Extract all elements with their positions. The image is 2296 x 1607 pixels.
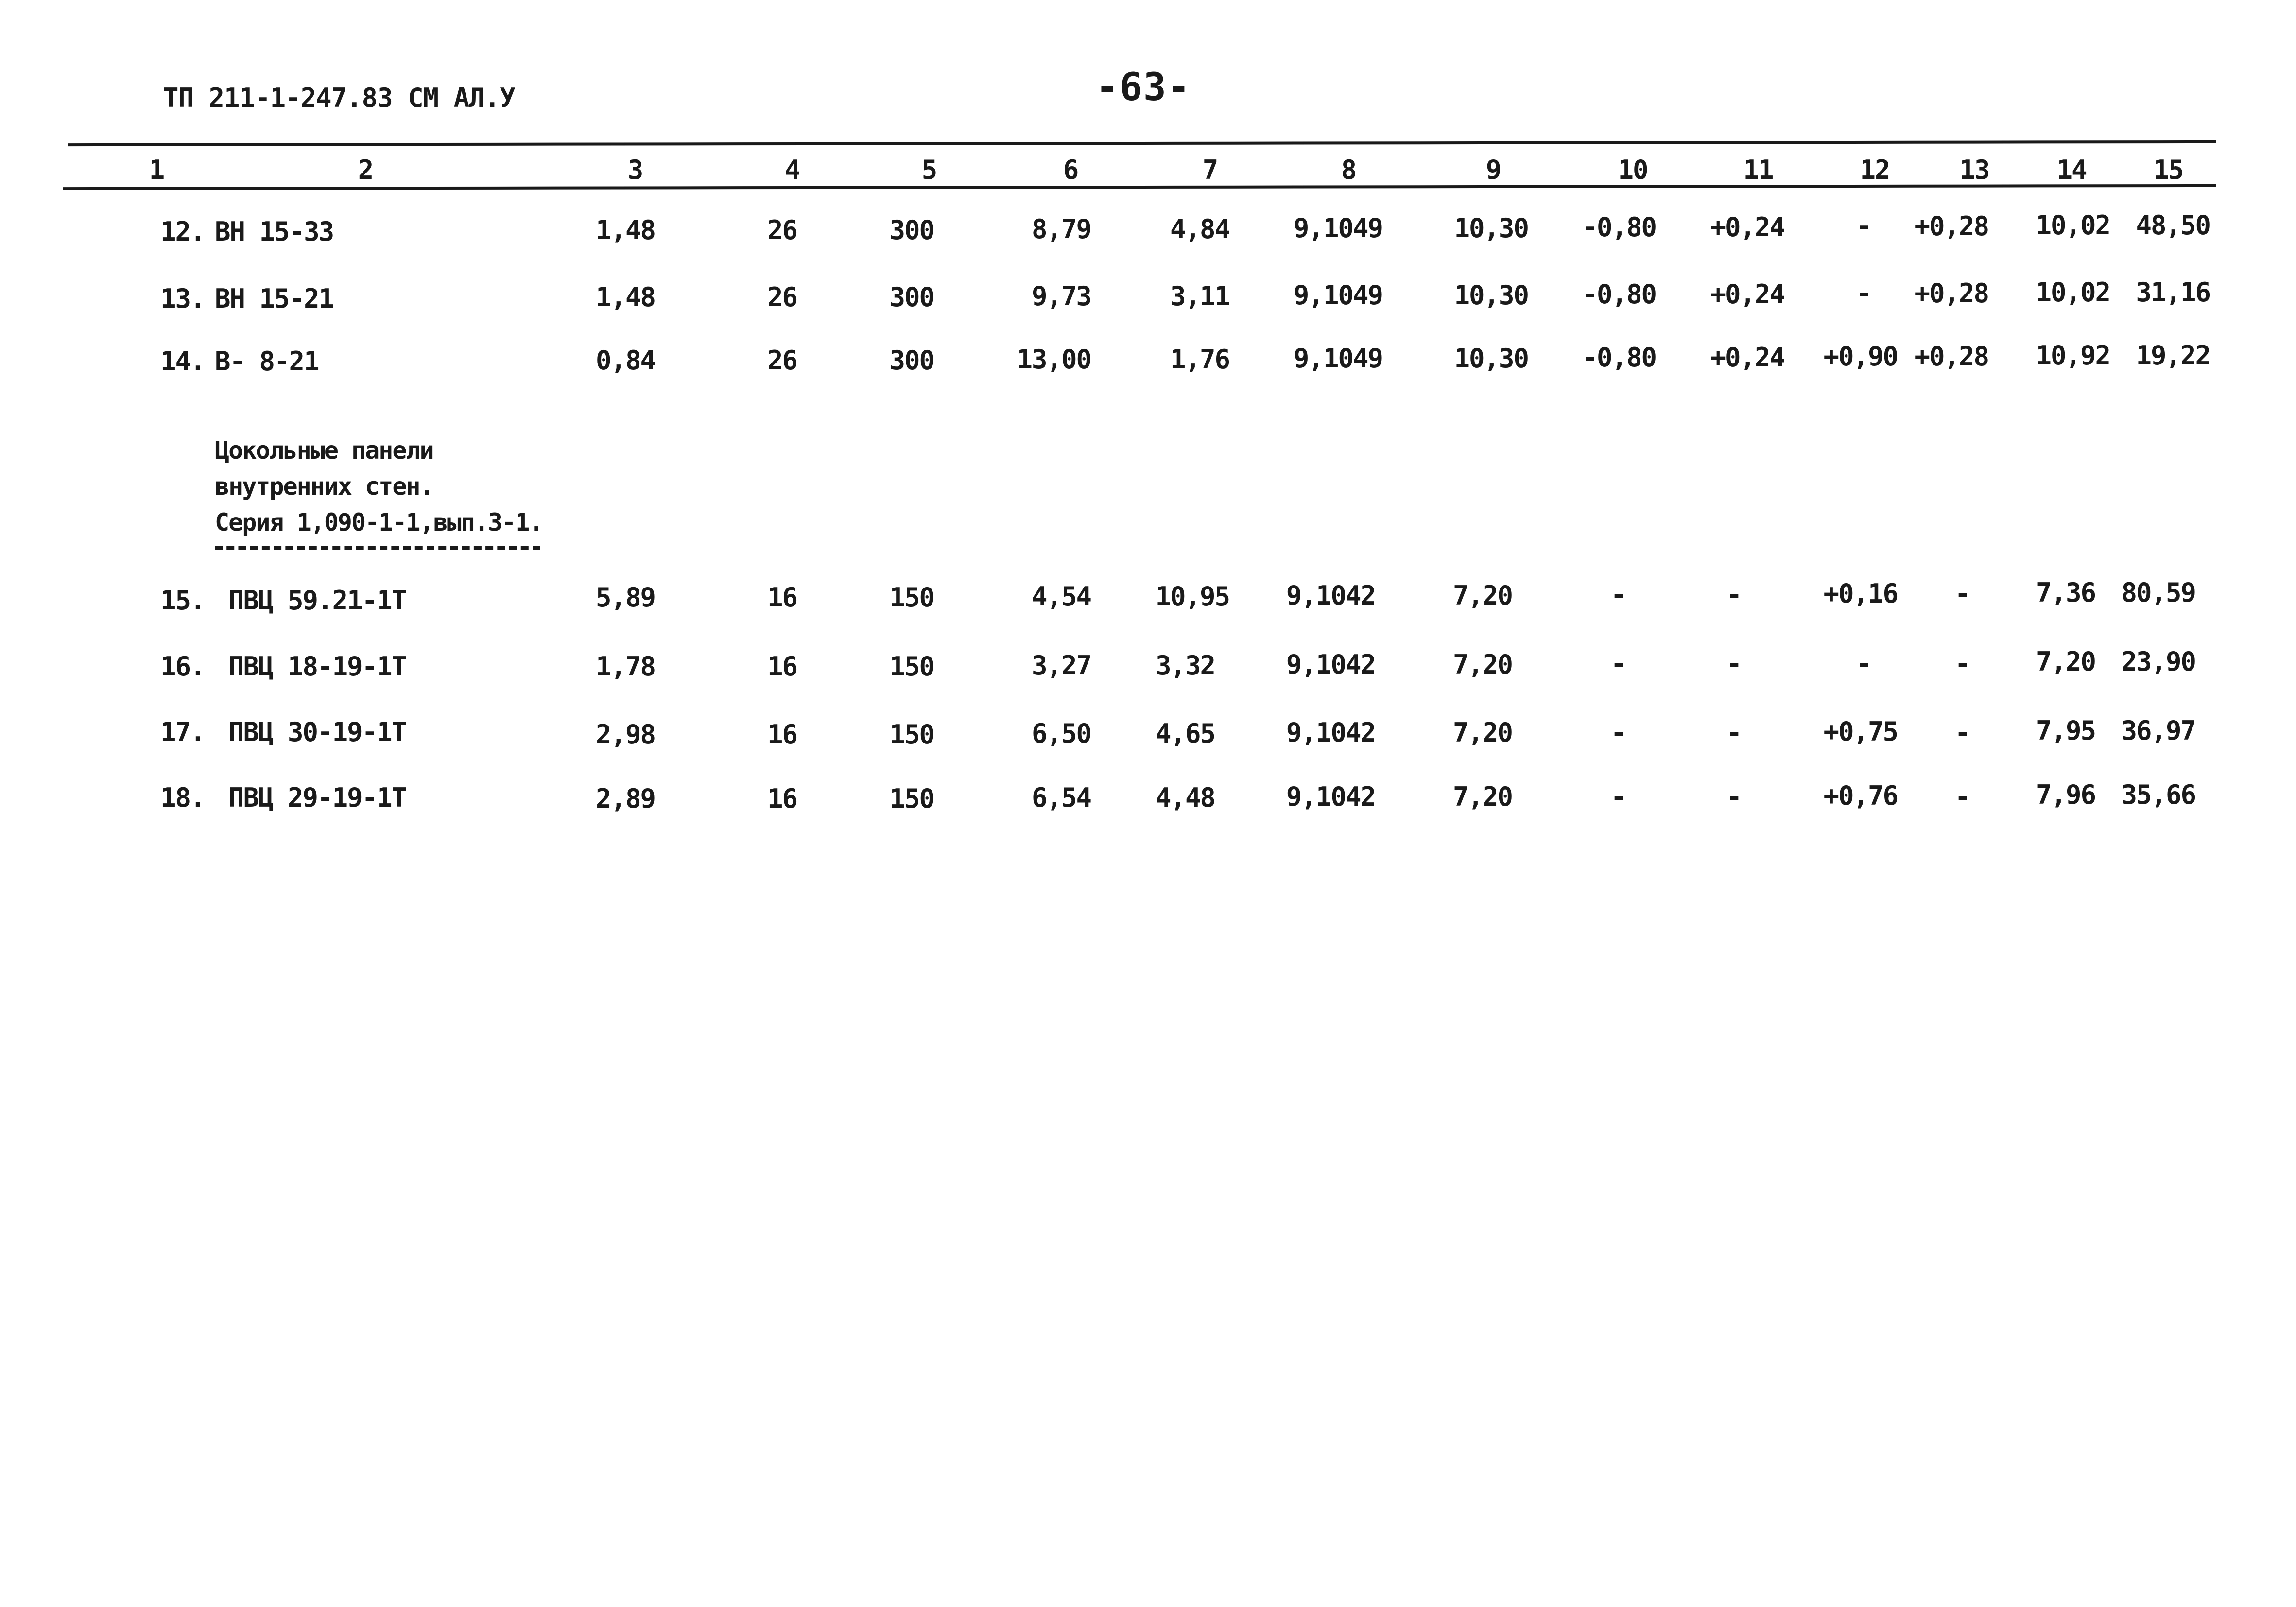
row-number: 13. bbox=[160, 283, 205, 314]
cell-col-9: 7,20 bbox=[1452, 649, 1512, 680]
row-number: 15. bbox=[160, 585, 205, 616]
cell-col-3: 5,89 bbox=[595, 582, 655, 613]
cell-col-5: 150 bbox=[889, 783, 934, 814]
cell-col-6: 8,79 bbox=[1031, 214, 1091, 244]
cell-col-12: - bbox=[1856, 278, 1871, 309]
section-heading-line-1: Цокольные панели bbox=[215, 436, 433, 465]
cell-col-3: 2,98 bbox=[595, 719, 655, 750]
cell-col-8: 9,1042 bbox=[1286, 649, 1375, 680]
cell-col-14: 7,20 bbox=[2036, 646, 2095, 677]
element-name: ПВЦ 29-19-1Т bbox=[228, 782, 407, 813]
cell-col-12: +0,90 bbox=[1823, 341, 1898, 372]
cell-col-9: 7,20 bbox=[1452, 781, 1512, 812]
cell-col-11: +0,24 bbox=[1710, 279, 1784, 310]
cell-col-13: - bbox=[1954, 717, 1970, 748]
cell-col-10: -0,80 bbox=[1582, 279, 1656, 310]
cell-col-10: -0,80 bbox=[1582, 212, 1656, 242]
column-header-3: 3 bbox=[627, 155, 643, 185]
row-number: 17. bbox=[160, 717, 205, 747]
cell-col-11: - bbox=[1726, 648, 1742, 679]
cell-col-12: - bbox=[1856, 211, 1871, 242]
column-header-14: 14 bbox=[2056, 155, 2087, 185]
section-heading-line-2: внутренних стен. bbox=[215, 472, 433, 501]
cell-col-7: 4,48 bbox=[1155, 782, 1215, 813]
cell-col-6: 6,54 bbox=[1031, 782, 1091, 813]
cell-col-8: 9,1049 bbox=[1293, 280, 1382, 311]
cell-col-7: 4,84 bbox=[1170, 214, 1229, 244]
element-name: В- 8-21 bbox=[215, 346, 319, 377]
column-header-10: 10 bbox=[1618, 155, 1648, 185]
cell-col-7: 4,65 bbox=[1155, 718, 1215, 749]
cell-col-15: 80,59 bbox=[2121, 577, 2195, 608]
column-header-12: 12 bbox=[1860, 155, 1890, 185]
cell-col-5: 300 bbox=[889, 345, 934, 376]
cell-col-15: 23,90 bbox=[2121, 646, 2195, 677]
cell-col-15: 19,22 bbox=[2136, 340, 2210, 371]
cell-col-7: 10,95 bbox=[1155, 581, 1229, 612]
cell-col-14: 10,92 bbox=[2036, 340, 2110, 371]
cell-col-13: +0,28 bbox=[1914, 211, 1988, 242]
cell-col-4: 26 bbox=[767, 345, 797, 376]
column-header-11: 11 bbox=[1743, 155, 1773, 185]
cell-col-7: 1,76 bbox=[1170, 344, 1229, 375]
cell-col-8: 9,1042 bbox=[1286, 580, 1375, 611]
cell-col-10: - bbox=[1610, 579, 1626, 610]
row-number: 16. bbox=[160, 651, 205, 682]
cell-col-10: - bbox=[1610, 781, 1626, 812]
cell-col-6: 6,50 bbox=[1031, 718, 1091, 749]
cell-col-15: 31,16 bbox=[2136, 277, 2210, 308]
cell-col-5: 150 bbox=[889, 651, 934, 682]
cell-col-14: 7,36 bbox=[2036, 577, 2095, 608]
cell-col-15: 48,50 bbox=[2136, 210, 2210, 241]
cell-col-10: -0,80 bbox=[1582, 342, 1656, 373]
element-name: ПВЦ 18-19-1Т bbox=[228, 651, 407, 682]
cell-col-3: 1,48 bbox=[595, 215, 655, 245]
cell-col-11: +0,24 bbox=[1710, 342, 1784, 373]
cell-col-6: 9,73 bbox=[1031, 281, 1091, 311]
cell-col-7: 3,11 bbox=[1170, 281, 1229, 311]
element-name: ВН 15-21 bbox=[215, 283, 334, 314]
cell-col-9: 7,20 bbox=[1452, 717, 1512, 748]
cell-col-8: 9,1042 bbox=[1286, 781, 1375, 812]
cell-col-6: 4,54 bbox=[1031, 581, 1091, 612]
column-header-5: 5 bbox=[921, 155, 937, 185]
cell-col-5: 150 bbox=[889, 719, 934, 750]
section-heading-underline bbox=[215, 546, 540, 550]
element-name: ПВЦ 59.21-1Т bbox=[228, 585, 407, 616]
cell-col-6: 3,27 bbox=[1031, 650, 1091, 681]
row-number: 14. bbox=[160, 346, 205, 377]
cell-col-9: 10,30 bbox=[1454, 280, 1528, 311]
cell-col-9: 10,30 bbox=[1454, 213, 1528, 243]
cell-col-8: 9,1042 bbox=[1286, 717, 1375, 748]
element-name: ПВЦ 30-19-1Т bbox=[228, 717, 407, 747]
section-heading-line-3: Серия 1,090-1-1,вып.3-1. bbox=[215, 508, 543, 536]
cell-col-8: 9,1049 bbox=[1293, 343, 1382, 374]
element-name: ВН 15-33 bbox=[215, 216, 334, 247]
column-header-15: 15 bbox=[2153, 155, 2183, 185]
document-code: ТП 211-1-247.83 СМ АЛ.У bbox=[163, 83, 515, 113]
cell-col-4: 16 bbox=[767, 719, 797, 750]
cell-col-7: 3,32 bbox=[1155, 650, 1215, 681]
cell-col-12: - bbox=[1856, 648, 1871, 679]
column-header-8: 8 bbox=[1341, 155, 1356, 185]
cell-col-10: - bbox=[1610, 648, 1626, 679]
cell-col-3: 0,84 bbox=[595, 345, 655, 376]
cell-col-15: 36,97 bbox=[2121, 715, 2195, 746]
cell-col-5: 150 bbox=[889, 582, 934, 613]
cell-col-11: +0,24 bbox=[1710, 212, 1784, 242]
column-header-1: 1 bbox=[149, 155, 164, 185]
table-top-rule bbox=[68, 140, 2216, 146]
cell-col-3: 2,89 bbox=[595, 783, 655, 814]
cell-col-13: - bbox=[1954, 648, 1970, 679]
cell-col-14: 7,95 bbox=[2036, 715, 2095, 746]
cell-col-14: 10,02 bbox=[2036, 210, 2110, 241]
cell-col-4: 16 bbox=[767, 582, 797, 613]
header-bottom-rule bbox=[63, 184, 2216, 190]
cell-col-13: - bbox=[1954, 578, 1970, 609]
column-header-2: 2 bbox=[358, 155, 373, 185]
row-number: 12. bbox=[160, 216, 205, 247]
cell-col-12: +0,75 bbox=[1823, 716, 1898, 747]
cell-col-13: +0,28 bbox=[1914, 341, 1988, 372]
page-number: -63- bbox=[1096, 66, 1191, 109]
cell-col-9: 10,30 bbox=[1454, 343, 1528, 374]
column-header-13: 13 bbox=[1959, 155, 1989, 185]
cell-col-11: - bbox=[1726, 717, 1742, 748]
cell-col-4: 16 bbox=[767, 783, 797, 814]
cell-col-12: +0,16 bbox=[1823, 578, 1898, 609]
cell-col-14: 10,02 bbox=[2036, 277, 2110, 308]
cell-col-11: - bbox=[1726, 579, 1742, 610]
cell-col-11: - bbox=[1726, 781, 1742, 812]
cell-col-3: 1,78 bbox=[595, 651, 655, 682]
cell-col-3: 1,48 bbox=[595, 282, 655, 312]
cell-col-4: 26 bbox=[767, 215, 797, 245]
column-header-4: 4 bbox=[784, 155, 800, 185]
column-header-9: 9 bbox=[1485, 155, 1501, 185]
cell-col-15: 35,66 bbox=[2121, 779, 2195, 810]
cell-col-6: 13,00 bbox=[1017, 344, 1091, 375]
cell-col-10: - bbox=[1610, 717, 1626, 748]
cell-col-13: +0,28 bbox=[1914, 278, 1988, 309]
cell-col-5: 300 bbox=[889, 215, 934, 245]
column-header-7: 7 bbox=[1202, 155, 1218, 185]
cell-col-12: +0,76 bbox=[1823, 780, 1898, 811]
cell-col-4: 16 bbox=[767, 651, 797, 682]
row-number: 18. bbox=[160, 782, 205, 813]
column-header-6: 6 bbox=[1063, 155, 1078, 185]
cell-col-5: 300 bbox=[889, 282, 934, 312]
cell-col-14: 7,96 bbox=[2036, 779, 2095, 810]
cell-col-4: 26 bbox=[767, 282, 797, 312]
cell-col-8: 9,1049 bbox=[1293, 213, 1382, 243]
cell-col-9: 7,20 bbox=[1452, 580, 1512, 611]
cell-col-13: - bbox=[1954, 781, 1970, 812]
